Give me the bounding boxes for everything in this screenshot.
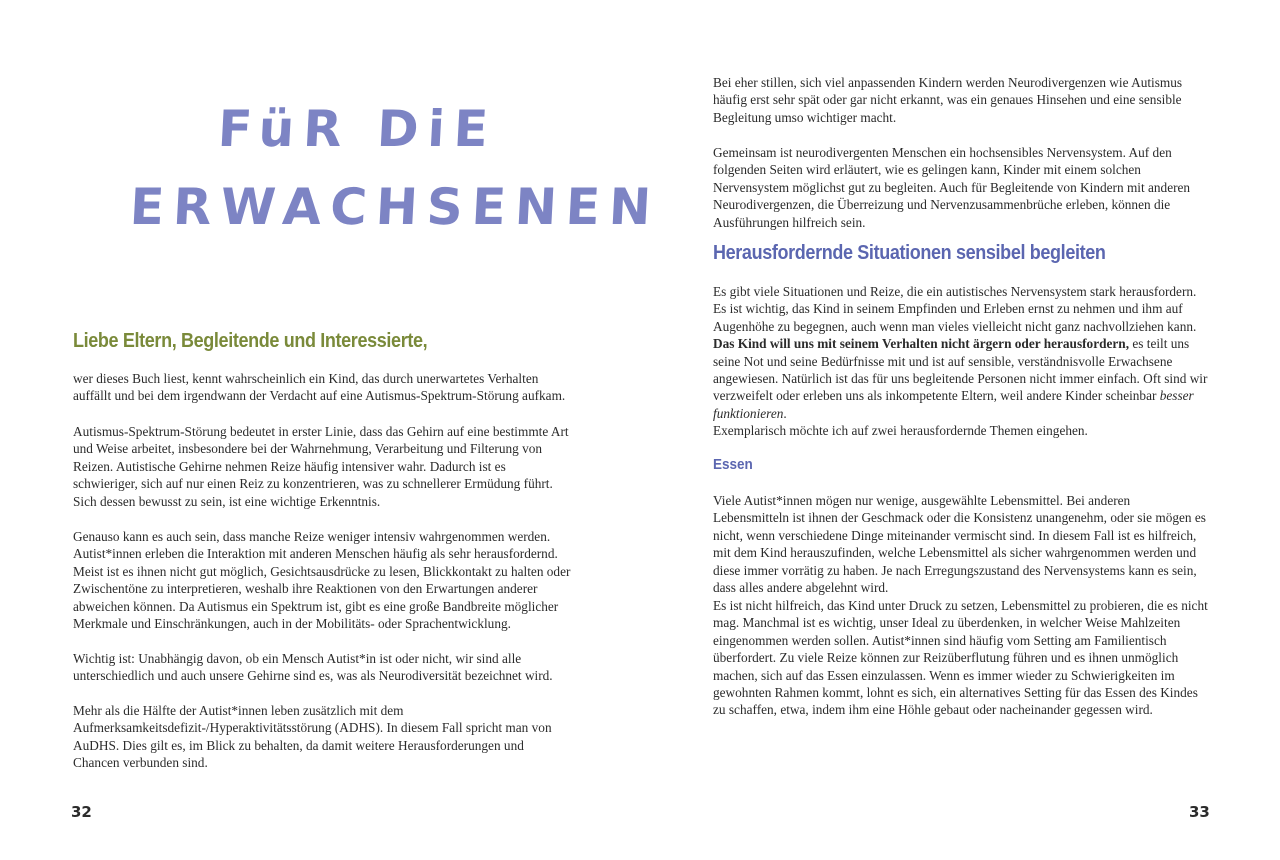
subheading-essen: Essen bbox=[713, 456, 753, 473]
chapter-title-line1: FüR DiE bbox=[216, 100, 499, 158]
right-intro-paragraph bbox=[713, 283, 1209, 440]
intro-bold-text: Das Kind will uns mit seinem Verhalten nicht ärgern oder herausfordern, bbox=[713, 336, 1130, 352]
page-number-right: 33 bbox=[1189, 803, 1210, 821]
left-paragraph-2: Autismus-Spektrum-Störung bedeutet in erster Linie, dass das Gehirn auf eine bestimmte Art und Weise arbeitet, insbesondere bei der Wahrnehmung, Verarbeitung und Filterung von Reizen. Autistische Gehirne nehmen Reize häufig intensiver wahr. Dadurch ist es schwieriger, sich auf nur einen Reiz zu konzentrieren, was zu schnellerer Ermüdung führt. Sich dessen bewusst zu sein, ist eine wichtige Erkenntnis. bbox=[73, 424, 569, 509]
intro-text-part1: Es gibt viele Situationen und Reize, die ein autistisches Nervensystem stark herausfordern. Es ist wichtig, das Kind in seinem Empfinden und Erleben ernst zu nehmen und ihm auf Augenhöhe zu begegnen, auch wenn man vieles vielleicht nicht ganz nachvollziehen kann. bbox=[713, 284, 1197, 334]
right-paragraph-2: Gemeinsam ist neurodivergenten Menschen ein hochsensibles Nervensystem. Auf den folgenden Seiten wird erläutert, wie es gelingen kann, Kinder mit einem solchen Nervensystem möglichst gut zu begleiten. Auch für Begleitende von Kindern mit anderen Neurodivergenzen, die Überreizung und Nervenzusammenbrüche erleben, können die Ausführungen hilfreich sein. bbox=[713, 145, 1191, 230]
chapter-title-line2: ERWACHSENEN bbox=[128, 178, 662, 236]
left-paragraph-1: wer dieses Buch liest, kennt wahrscheinlich ein Kind, das durch unerwartetes Verhalten auffällt und bei dem irgendwann der Verdacht auf eine Autismus-Spektrum-Störung aufkam. bbox=[73, 371, 566, 404]
left-paragraph-3: Genauso kann es auch sein, dass manche Reize weniger intensiv wahrgenommen werden. Autist*innen erleben die Interaktion mit anderen Menschen häufig als sehr herausfordernd. Meist ist es ihnen nicht gut möglich, Gesichtsausdrücke zu lesen, Blickkontakt zu halten oder Zwischentöne zu interpretieren, weshalb ihre Reaktionen von den Erwartungen anderer abweichen können. Da Autismus ein Spektrum ist, gibt es eine große Bandbreite möglicher Merkmale und Einschränkungen, auch in der Mobilitäts- oder Sprachentwicklung. bbox=[73, 529, 571, 632]
section-heading-parents: Liebe Eltern, Begleitende und Interessierte, bbox=[73, 330, 428, 352]
section-heading-challenging-situations: Herausfordernde Situationen sensibel begleiten bbox=[713, 242, 1106, 264]
right-paragraph-1: Bei eher stillen, sich viel anpassenden Kindern werden Neurodivergenzen wie Autismus häufig erst sehr spät oder gar nicht erkannt, was ein genaues Hinsehen und eine sensible Begleitung umso wichtiger macht. bbox=[713, 75, 1183, 125]
intro-text-part2: es teilt uns seine Not und seine Bedürfnisse mit und ist auf sensible, verständnisvolle Erwachsene angewiesen. Natürlich ist das für uns begleitende Personen nicht immer einfach. Oft sind wir verzweifelt oder erleben uns als inkompetente Eltern, weil andere Kinder scheinbar bbox=[713, 336, 1208, 404]
page-number-left: 32 bbox=[71, 803, 92, 821]
left-paragraph-5: Mehr als die Hälfte der Autist*innen leben zusätzlich mit dem Aufmerksamkeitsdefizit-/Hyperaktivitätsstörung (ADHS). In diesem Fall spricht man von AuDHS. Dies gilt es, im Blick zu behalten, da damit weitere Herausforderungen und Chancen verbunden sind. bbox=[73, 703, 552, 771]
intro-text-part3: . bbox=[783, 405, 787, 421]
right-paragraph-essen-1: Viele Autist*innen mögen nur wenige, ausgewählte Lebensmittel. Bei anderen Lebensmitteln ist ihnen der Geschmack oder die Konsistenz unangenehm, oder sie mögen es nicht, wenn verschiedene Dinge miteinander vermischt sind. In diesem Fall ist es hilfreich, mit dem Kind herauszufinden, welche Lebensmittel als sicher wahrgenommen werden und diese immer vorrätig zu haben. Je nach Erregungszustand des Nervensystems kann es sein, dass alles andere abgelehnt wird. bbox=[713, 493, 1206, 596]
left-paragraph-4: Wichtig ist: Unabhängig davon, ob ein Mensch Autist*in ist oder nicht, wir sind alle unterschiedlich und auch unsere Gehirne sind es, was als Neurodiversität bezeichnet wird. bbox=[73, 651, 553, 684]
intro-text-line-end: Exemplarisch möchte ich auf zwei herausfordernde Themen eingehen. bbox=[713, 423, 1088, 439]
right-paragraph-essen-2: Es ist nicht hilfreich, das Kind unter Druck zu setzen, Lebensmittel zu probieren, die es nicht mag. Manchmal ist es wichtig, unser Ideal zu überdenken, in welcher Weise Mahlzeiten eingenommen werden sollen. Autist*innen sind häufig vom Setting am Familientisch überfordert. Zu viele Reize können zur Reizüberflutung führen und es ihnen unmöglich machen, sich auf das Essen einzulassen. Wenn es immer wieder zu Schwierigkeiten im gewohnten Rahmen kommt, lohnt es sich, ein alternatives Setting für das Essen des Kindes zu schaffen, etwa, indem ihm eine Höhle gebaut oder nacheinander gegessen wird. bbox=[713, 598, 1208, 718]
intro-italic-text: besser funktionieren bbox=[713, 388, 1194, 421]
